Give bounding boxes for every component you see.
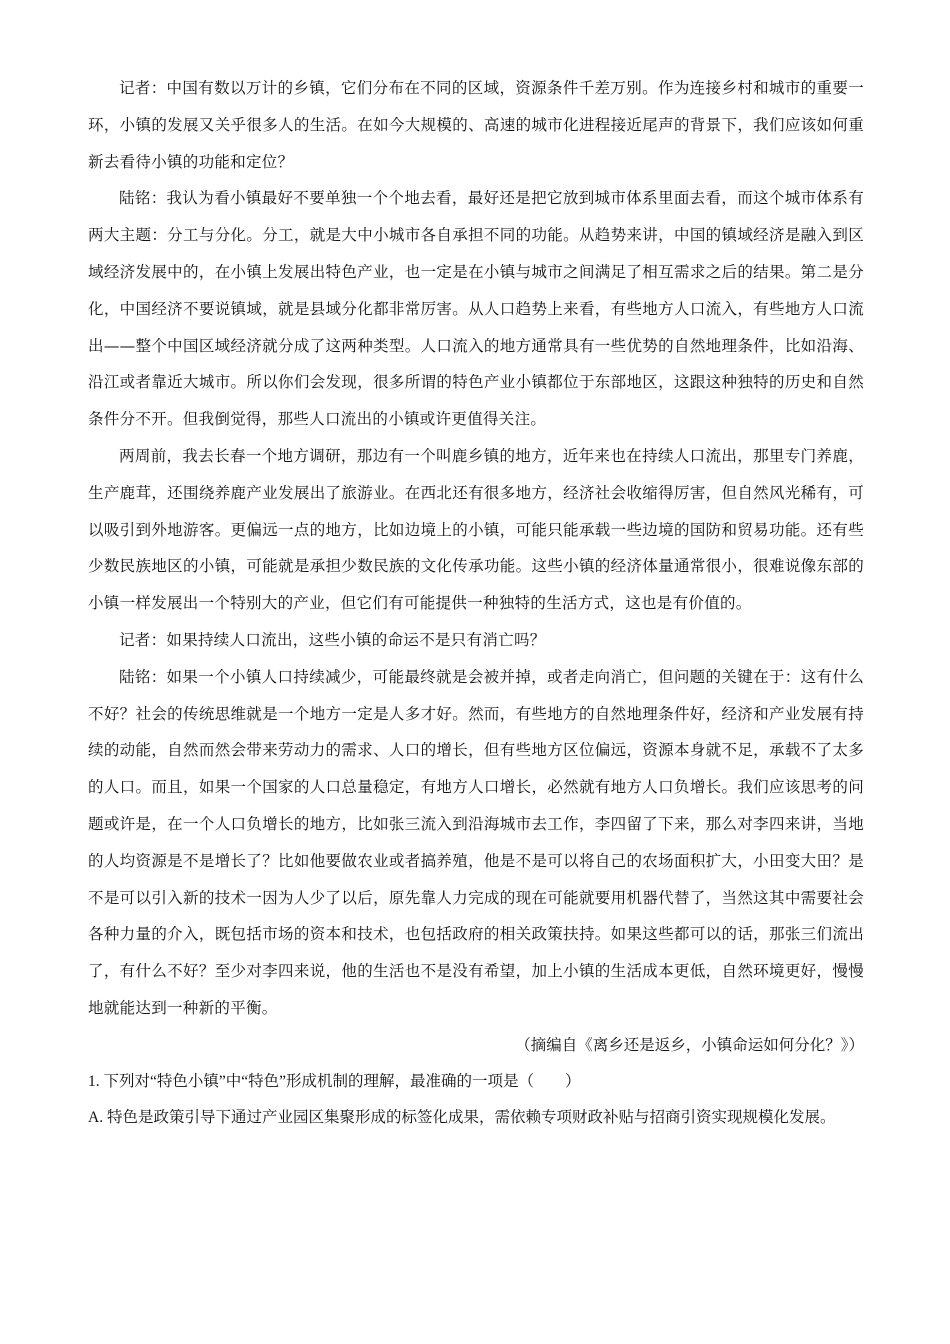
- paragraph-lu-ming-answer-3: 陆铭：如果一个小镇人口持续减少，可能最终就是会被并掉，或者走向消亡，但问题的关键在于：这有什么不好？社会的传统思维就是一个地方一定是人多才好。然而，有些地方的自然地理条件好，经济和产业发展有持续的动能，自然而然会带来劳动力的需求、人口的增长，但有些地方区位偏远，资源本身就不足，承载不了太多的人口。而且，如果一个国家的人口总量稳定，有地方人口增长，必然就有地方人口负增长。我们应该思考的问题或许是，在一个人口负增长的地方，比如张三流入到沿海城市去工作，李四留了下来，那么对李四来讲，当地的人均资源是不是增长了？比如他要做农业或者搞养殖，他是不是可以将自己的农场面积扩大，小田变大田？是不是可以引入新的技术一因为人少了以后，原先靠人力完成的现在可能就要用机器代替了，当然这其中需要社会各种力量的介入，既包括市场的资本和技术，也包括政府的相关政策扶持。如果这些都可以的话，那张三们流出了，有什么不好？至少对李四来说，他的生活也不是没有希望，加上小镇的生活成本更低，自然环境更好，慢慢地就能达到一种新的平衡。: [88, 667, 864, 1017]
- paragraph-reporter-question-2: 记者：如果持续人口流出，这些小镇的命运不是只有消亡吗？: [119, 630, 546, 649]
- paragraph-reporter-question-1: 记者：中国有数以万计的乡镇，它们分布在不同的区域，资源条件千差万别。作为连接乡村和城市的重要一环，小镇的发展又关乎很多人的生活。在如今大规模的、高速的城市化进程接近尾声的背景下，我们应该如何重新去看待小镇的功能和定位？: [88, 79, 864, 171]
- question-1: 1. 下列对“特色小镇”中“特色”形成机制的理解，最准确的一项是（ ）: [88, 1072, 581, 1090]
- source-citation: （摘编自《离乡还是返乡，小镇命运如何分化？》）: [515, 1035, 864, 1054]
- article: [88, 70, 864, 1137]
- paragraph-lu-ming-answer-1: 陆铭：我认为看小镇最好不要单独一个个地去看，最好还是把它放到城市体系里面去看，而这个城市体系有两大主题：分工与分化。分工，就是大中小城市各自承担不同的功能。从趋势来讲，中国的镇域经济是融入到区域经济发展中的，在小镇上发展出特色产业，也一定是在小镇与城市之间满足了相互需求之后的结果。第二是分化，中国经济不要说镇域，就是县域分化都非常厉害。从人口趋势上来看，有些地方人口流入，有些地方人口流出——整个中国区域经济就分成了这两种类型。人口流入的地方通常具有一些优势的自然地理条件，比如沿海、沿江或者靠近大城市。所以你们会发现，很多所谓的特色产业小镇都位于东部地区，这跟这种独特的历史和自然条件分不开。但我倒觉得，那些人口流出的小镇或许更值得关注。: [88, 189, 864, 429]
- paragraph-lu-ming-answer-2: 两周前，我去长春一个地方调研，那边有一个叫鹿乡镇的地方，近年来也在持续人口流出，那里专门养鹿，生产鹿茸，还围绕养鹿产业发展出了旅游业。在西北还有很多地方，经济社会收缩得厉害，但自然风光稀有，可以吸引到外地游客。更偏远一点的地方，比如边境上的小镇，可能只能承载一些边境的国防和贸易功能。还有些少数民族地区的小镇，可能就是承担少数民族的文化传承功能。这些小镇的经济体量通常很小，很难说像东部的小镇一样发展出一个特别大的产业，但它们有可能提供一种独特的生活方式，这也是有价值的。: [88, 446, 864, 613]
- option-a: A. 特色是政策引导下通过产业园区集聚形成的标签化成果，需依赖专项财政补贴与招商引资实现规模化发展。: [88, 1109, 836, 1127]
